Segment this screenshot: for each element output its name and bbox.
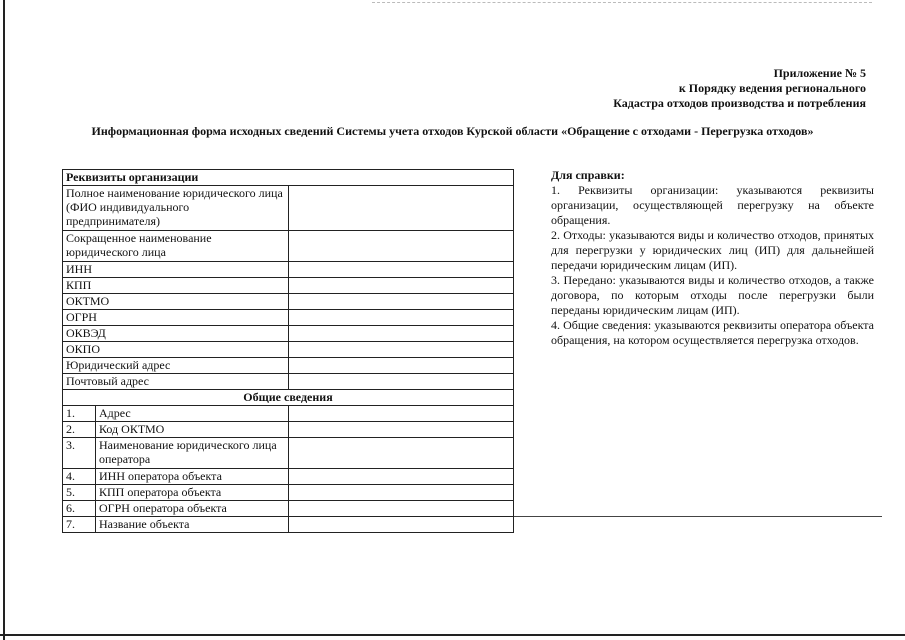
value-cell[interactable]: [289, 342, 514, 358]
section-requisites-heading: Реквизиты организации: [63, 170, 514, 186]
form-title: Информационная форма исходных сведений Системы учета отходов Курской области «Обращение с отходами - Перегрузка отходов»: [91, 124, 814, 138]
row-label: ИНН оператора объекта: [96, 469, 289, 485]
row-label: ОКВЭД: [63, 326, 289, 342]
table-row: [63, 310, 514, 326]
table-row: [63, 358, 514, 374]
note-item: 3. Передано: указываются виды и количество отходов, а также договора, по которым отходы после перегрузки были переданы юридическим лицам (ИП).: [551, 273, 874, 317]
row-number: 7.: [63, 517, 96, 533]
note-item: 2. Отходы: указываются виды и количество отходов, принятых для перегрузки у юридических лиц (ИП) для дальнейшей передачи юридическим лицам (ИП).: [551, 228, 874, 272]
appendix-line-3: Кадастра отходов производства и потребления: [613, 96, 866, 110]
value-cell[interactable]: [289, 374, 514, 390]
row-label: КПП оператора объекта: [96, 485, 289, 501]
value-cell[interactable]: [289, 186, 514, 231]
row-number: 2.: [63, 422, 96, 438]
row-label: Название объекта: [96, 517, 289, 533]
row-label: ОКТМО: [63, 294, 289, 310]
row-label: ОГРН оператора объекта: [96, 501, 289, 517]
top-dashed-line: [372, 2, 872, 3]
table-row: [63, 170, 514, 186]
appendix-line-2: к Порядку ведения регионального: [678, 81, 866, 95]
row-number: 1.: [63, 406, 96, 422]
row-label: Код ОКТМО: [96, 422, 289, 438]
row-label: Наименование юридического лица оператора: [96, 438, 289, 469]
table-row: [63, 438, 514, 469]
value-cell[interactable]: [289, 262, 514, 278]
value-cell[interactable]: [289, 358, 514, 374]
table-row: [63, 390, 514, 406]
note-item: 4. Общие сведения: указываются реквизиты оператора объекта обращения, на котором осуществляется перегрузка отходов.: [551, 318, 874, 347]
table-row: [63, 231, 514, 262]
table-row: [63, 186, 514, 231]
row-label: Юридический адрес: [63, 358, 289, 374]
table-row: [63, 517, 514, 533]
table-row: [63, 294, 514, 310]
note-item: 1. Реквизиты организации: указываются реквизиты организации, осуществляющей перегрузку на объекте обращения.: [551, 183, 874, 227]
row-number: 5.: [63, 485, 96, 501]
row-number: 3.: [63, 438, 96, 469]
row-label: Почтовый адрес: [63, 374, 289, 390]
value-cell[interactable]: [289, 406, 514, 422]
table-row: [63, 406, 514, 422]
table-row: [63, 374, 514, 390]
value-cell[interactable]: [289, 517, 514, 533]
row-label: Сокращенное наименование юридического лица: [63, 231, 289, 262]
value-cell[interactable]: [289, 422, 514, 438]
row-number: 4.: [63, 469, 96, 485]
value-cell[interactable]: [289, 469, 514, 485]
table-row: [63, 262, 514, 278]
row-label: Полное наименование юридического лица (ФИО индивидуального предпринимателя): [63, 186, 289, 231]
bottom-page-edge: [0, 634, 905, 636]
table-row: [63, 422, 514, 438]
value-cell[interactable]: [289, 485, 514, 501]
table-row: [63, 278, 514, 294]
row-label: ИНН: [63, 262, 289, 278]
row-number: 6.: [63, 501, 96, 517]
reference-notes: [551, 168, 874, 348]
notes-heading: Для справки:: [551, 168, 625, 182]
table-row: [63, 501, 514, 517]
value-cell[interactable]: [289, 326, 514, 342]
bottom-rule: [512, 516, 882, 517]
row-label: ОКПО: [63, 342, 289, 358]
row-label: КПП: [63, 278, 289, 294]
value-cell[interactable]: [289, 310, 514, 326]
value-cell[interactable]: [289, 278, 514, 294]
requisites-table: [62, 169, 514, 533]
appendix-header: [613, 66, 866, 111]
row-label: ОГРН: [63, 310, 289, 326]
value-cell[interactable]: [289, 501, 514, 517]
left-page-edge: [3, 0, 5, 640]
value-cell[interactable]: [289, 231, 514, 262]
appendix-line-1: Приложение № 5: [773, 66, 866, 80]
table-row: [63, 469, 514, 485]
table-row: [63, 342, 514, 358]
value-cell[interactable]: [289, 438, 514, 469]
table-row: [63, 485, 514, 501]
section-general-heading: Общие сведения: [63, 390, 514, 406]
table-row: [63, 326, 514, 342]
row-label: Адрес: [96, 406, 289, 422]
value-cell[interactable]: [289, 294, 514, 310]
